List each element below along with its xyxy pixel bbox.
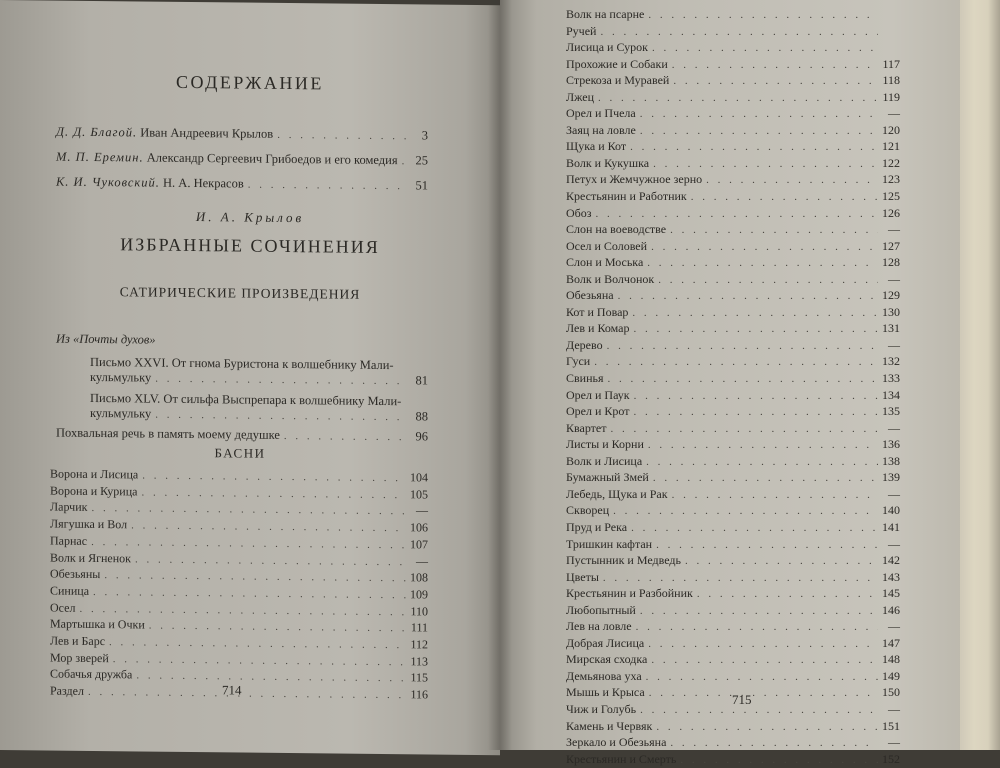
leader-dots <box>142 468 406 486</box>
fable-entry <box>566 7 900 24</box>
fable-page: 143 <box>882 569 900 584</box>
leader-dots <box>135 552 406 571</box>
fable-page: 150 <box>882 685 900 700</box>
praise-title: Похвальная речь в память моему дедушке <box>56 425 280 442</box>
intro-title: Иван Андреевич Крылов <box>140 125 274 141</box>
leader-dots <box>634 389 878 405</box>
left-page <box>0 0 500 755</box>
fable-title: Слон и Моська <box>566 255 644 270</box>
leader-dots <box>284 429 406 445</box>
leader-dots <box>141 485 406 503</box>
fable-entry <box>566 24 900 41</box>
fable-title: Ларчик <box>50 499 88 515</box>
fable-entry <box>566 57 900 74</box>
leader-dots <box>608 372 878 388</box>
fable-page: 118 <box>882 73 900 88</box>
letter-line-2: кульмульку <box>90 405 152 421</box>
fable-entry <box>566 354 900 371</box>
fable-page: 149 <box>882 668 900 683</box>
author-name: И. А. Крылов <box>195 209 305 226</box>
leader-dots <box>648 637 878 653</box>
fable-page: 113 <box>410 654 428 669</box>
fable-page: 126 <box>882 205 900 220</box>
fable-title: Лебедь, Щука и Рак <box>566 486 668 501</box>
fable-title: Слон на воеводстве <box>566 222 667 237</box>
fable-page: 132 <box>882 354 900 369</box>
fable-page: 136 <box>882 437 900 452</box>
fable-title: Орел и Крот <box>566 404 630 419</box>
fable-title: Волк и Кукушка <box>566 155 650 170</box>
fable-entry <box>566 735 900 752</box>
fable-page: 134 <box>882 387 900 402</box>
fable-page: 128 <box>882 255 900 270</box>
leader-dots <box>653 157 878 173</box>
leader-dots <box>613 504 878 520</box>
intro-author: М. П. Еремин. <box>56 149 144 165</box>
fable-page: 105 <box>410 486 428 502</box>
leader-dots <box>611 422 879 438</box>
fable-title: Крестьянин и Работник <box>566 189 687 204</box>
fable-page: — <box>888 106 900 121</box>
leader-dots <box>632 306 878 322</box>
fable-entry <box>566 40 900 57</box>
praise-entry <box>56 426 428 446</box>
fable-entry <box>566 752 900 768</box>
fable-title: Тришкин кафтан <box>566 536 653 551</box>
fable-entry <box>566 586 900 603</box>
fable-entry <box>566 719 900 736</box>
fable-page: 151 <box>882 718 900 733</box>
fable-page: 148 <box>882 652 900 667</box>
book-gutter <box>488 0 512 750</box>
fable-page: 140 <box>882 503 900 518</box>
leader-dots <box>670 736 878 752</box>
intro-entry <box>56 175 428 195</box>
leader-dots <box>88 685 406 704</box>
leader-dots <box>670 223 878 239</box>
fable-title: Гуси <box>566 354 591 369</box>
leader-dots <box>598 91 878 107</box>
fable-title: Лев и Барс <box>50 633 106 649</box>
fable-entry <box>566 503 900 520</box>
leader-dots <box>634 405 879 421</box>
fable-entry <box>566 470 900 487</box>
leader-dots <box>697 587 878 603</box>
fable-title: Лев на ловле <box>566 619 632 634</box>
fable-title: Цветы <box>566 569 599 584</box>
fable-entry <box>566 189 900 206</box>
fable-title: Дерево <box>566 337 603 352</box>
leader-dots <box>651 240 878 256</box>
leader-dots <box>649 686 878 702</box>
fable-title: Любопытный <box>566 602 636 617</box>
fable-entry <box>566 255 900 272</box>
leader-dots <box>691 190 878 206</box>
leader-dots <box>93 585 406 604</box>
leader-dots <box>647 256 878 272</box>
fable-page: — <box>416 503 428 518</box>
fable-entry <box>566 487 900 504</box>
intro-list <box>56 125 428 195</box>
fable-title: Ворона и Курица <box>50 483 138 499</box>
leader-dots <box>248 178 406 195</box>
leader-dots <box>155 372 406 390</box>
letter-page: 81 <box>415 373 428 388</box>
fable-entry <box>566 172 900 189</box>
fable-title: Бумажный Змей <box>566 470 649 485</box>
fable-page: 109 <box>410 587 428 602</box>
fable-title: Мышь и Крыса <box>566 685 645 700</box>
fable-title: Лисица и Сурок <box>566 40 649 55</box>
leader-dots <box>594 355 878 371</box>
fable-page: 106 <box>410 520 428 535</box>
leader-dots <box>109 635 406 654</box>
book-edge <box>960 0 1000 750</box>
fable-title: Листы и Корни <box>566 437 644 452</box>
fable-entry <box>566 421 900 438</box>
leader-dots <box>685 554 878 570</box>
leader-dots <box>673 74 878 90</box>
fable-page: 119 <box>882 89 900 104</box>
page-number-right: 715 <box>732 692 752 707</box>
fable-entry <box>566 90 900 107</box>
intro-page: 51 <box>415 178 428 193</box>
leader-dots <box>648 438 878 454</box>
leader-dots <box>706 173 878 189</box>
fable-page: 145 <box>882 586 900 601</box>
fable-page: 107 <box>410 537 428 552</box>
fable-title: Чиж и Голубь <box>566 701 637 716</box>
fable-title: Камень и Червяк <box>566 718 653 733</box>
praise-page: 96 <box>415 429 428 444</box>
fable-page: 121 <box>882 139 900 154</box>
fable-title: Прохожие и Собаки <box>566 56 668 71</box>
letter-line-1: Письмо XXVI. От гнома Буристона к волшебнику Мали- <box>90 354 394 373</box>
fables-list-right <box>566 7 900 768</box>
fable-title: Орел и Паук <box>566 387 630 402</box>
fable-page: 108 <box>410 570 428 585</box>
fable-page: — <box>888 619 900 634</box>
fable-page: 104 <box>410 470 428 485</box>
fables-list-left <box>50 467 428 705</box>
fable-page: 125 <box>882 189 900 204</box>
fable-entry <box>566 520 900 537</box>
intro-title: Александр Сергеевич Грибоедов и его комедия <box>146 150 398 168</box>
fable-title: Петух и Жемчужное зерно <box>566 172 703 187</box>
intro-author: К. И. Чуковский. <box>56 174 160 190</box>
fable-entry <box>566 305 900 322</box>
fable-page: 146 <box>882 602 900 617</box>
leader-dots <box>672 488 878 504</box>
fable-entry <box>566 123 900 140</box>
fable-title: Волк и Волчонок <box>566 271 655 286</box>
fable-entry <box>566 139 900 156</box>
fable-page: 120 <box>882 122 900 137</box>
leader-dots <box>91 535 406 554</box>
letter-page: 88 <box>415 409 428 424</box>
fable-title: Волк и Ягненок <box>50 550 132 565</box>
leader-dots <box>646 670 878 686</box>
fable-page: — <box>888 337 900 352</box>
leader-dots <box>658 273 878 289</box>
fable-title: Кот и Повар <box>566 304 629 319</box>
fable-page: 138 <box>882 453 900 468</box>
fable-page: 122 <box>882 155 900 170</box>
leader-dots <box>277 128 406 144</box>
fable-entry <box>566 404 900 421</box>
fable-entry <box>566 619 900 636</box>
fable-title: Пруд и Река <box>566 519 628 534</box>
leader-dots <box>640 124 878 140</box>
leader-dots <box>672 58 878 74</box>
leader-dots <box>648 8 878 24</box>
leader-dots <box>634 322 879 338</box>
fable-title: Мор зверей <box>50 650 109 665</box>
fable-page: — <box>888 735 900 750</box>
leader-dots <box>113 652 406 671</box>
leader-dots <box>104 568 406 587</box>
fable-title: Осел и Соловей <box>566 238 648 253</box>
fable-page: 110 <box>410 603 428 619</box>
leader-dots <box>646 455 878 471</box>
leader-dots <box>640 604 878 620</box>
fable-title: Ворона и Лисица <box>50 466 139 482</box>
leader-dots <box>652 41 878 57</box>
intro-author: Д. Д. Благой. <box>56 124 138 140</box>
fable-title: Стрекоза и Муравей <box>566 73 670 88</box>
letters-list <box>56 354 428 446</box>
fable-title: Ручей <box>566 23 597 38</box>
fable-title: Демьянова уха <box>566 668 642 683</box>
fable-entry <box>566 570 900 587</box>
contents-title: СОДЕРЖАНИЕ <box>176 71 324 94</box>
fable-page: 127 <box>882 238 900 253</box>
fable-entry <box>566 321 900 338</box>
fable-page: 116 <box>410 687 428 702</box>
fable-title: Щука и Кот <box>566 139 627 154</box>
fable-entry <box>566 222 900 239</box>
fable-entry <box>566 537 900 554</box>
fable-page: — <box>888 486 900 501</box>
leader-dots <box>91 501 406 520</box>
fable-title: Мартышка и Очки <box>50 616 145 632</box>
leader-dots <box>402 154 406 169</box>
fable-title: Мирская сходка <box>566 652 648 667</box>
fable-title: Раздел <box>50 683 84 699</box>
fable-page: 123 <box>882 172 900 187</box>
leader-dots <box>680 753 878 768</box>
fable-title: Заяц на ловле <box>566 122 636 137</box>
fable-page: 133 <box>882 371 900 386</box>
fable-title: Волк на псарне <box>566 7 645 21</box>
fable-page: — <box>888 222 900 237</box>
fable-title: Обоз <box>566 205 592 220</box>
leader-dots <box>640 107 878 123</box>
fable-entry <box>566 636 900 653</box>
fable-entry <box>566 371 900 388</box>
leader-dots <box>636 620 878 636</box>
from-mail-heading: Из «Почты духов» <box>56 331 156 347</box>
letter-entry <box>56 390 428 426</box>
fable-page: 130 <box>882 304 900 319</box>
fable-title: Синица <box>50 583 90 598</box>
leader-dots <box>653 471 878 487</box>
fable-page: — <box>888 701 900 716</box>
fable-title: Волк и Лисица <box>566 453 643 468</box>
leader-dots <box>656 538 878 554</box>
fable-title: Обезьяны <box>50 566 101 582</box>
fable-title: Лев и Комар <box>566 321 630 336</box>
fable-entry <box>566 388 900 405</box>
fable-entry <box>566 669 900 686</box>
page-number-left: 714 <box>222 682 242 698</box>
fable-title: Крестьянин и Разбойник <box>566 586 693 601</box>
fable-entry <box>566 454 900 471</box>
fable-entry <box>566 206 900 223</box>
fable-title: Пустынник и Медведь <box>566 553 681 568</box>
fable-title: Парнас <box>50 533 88 548</box>
intro-entry <box>56 125 428 145</box>
fable-title: Лягушка и Вол <box>50 516 128 532</box>
leader-dots <box>607 339 878 355</box>
leader-dots <box>631 521 878 537</box>
leader-dots <box>149 619 406 637</box>
fable-title: Обезьяна <box>566 288 614 303</box>
fable-page: — <box>888 271 900 286</box>
fable-entry <box>566 338 900 355</box>
fable-page: 117 <box>882 56 900 71</box>
fable-page: 112 <box>410 637 428 652</box>
fable-page: 115 <box>410 670 428 685</box>
fable-page: 129 <box>882 288 900 303</box>
fable-title: Свинья <box>566 371 604 386</box>
fable-page: 139 <box>882 470 900 485</box>
fables-heading: БАСНИ <box>214 445 266 461</box>
leader-dots <box>651 653 878 669</box>
leader-dots <box>656 720 878 736</box>
leader-dots <box>640 703 878 719</box>
leader-dots <box>596 207 878 223</box>
fable-entry <box>566 553 900 570</box>
intro-page: 25 <box>415 153 428 168</box>
fable-entry <box>566 603 900 620</box>
fable-entry <box>566 652 900 669</box>
fable-title: Скворец <box>566 503 610 518</box>
fable-title: Осел <box>50 600 76 615</box>
fable-page: 135 <box>882 404 900 419</box>
fable-page: — <box>416 553 428 568</box>
fable-title: Зеркало и Обезьяна <box>566 735 667 750</box>
fable-title: Лжец <box>566 89 595 104</box>
satire-title: САТИРИЧЕСКИЕ ПРОИЗВЕДЕНИЯ <box>119 284 361 302</box>
letter-line-1: Письмо XLV. От сильфа Выспрепара к волшебнику Мали- <box>90 390 402 409</box>
fable-page: 152 <box>882 751 900 766</box>
intro-page: 3 <box>421 128 428 143</box>
fable-page: 111 <box>410 620 428 635</box>
fable-entry <box>566 272 900 289</box>
leader-dots <box>131 518 406 537</box>
fable-page: 147 <box>882 635 900 650</box>
fable-entry <box>566 106 900 123</box>
leader-dots <box>136 669 406 688</box>
fable-page: 141 <box>882 519 900 534</box>
fable-entry <box>566 437 900 454</box>
letter-line-2: кульмульку <box>90 369 152 385</box>
fable-page: 131 <box>882 321 900 336</box>
works-title: ИЗБРАННЫЕ СОЧИНЕНИЯ <box>120 234 380 257</box>
fable-entry <box>566 288 900 305</box>
fable-page: — <box>888 536 900 551</box>
fable-entry <box>566 156 900 173</box>
fable-title: Собачья дружба <box>50 666 133 682</box>
fable-title: Квартет <box>566 420 607 435</box>
leader-dots <box>618 289 878 305</box>
leader-dots <box>603 571 878 587</box>
fable-page: — <box>888 420 900 435</box>
fable-entry <box>566 73 900 90</box>
fable-title: Крестьянин и Смерть <box>566 751 677 766</box>
intro-entry <box>56 150 428 170</box>
letter-entry <box>56 354 428 390</box>
leader-dots <box>630 140 878 156</box>
leader-dots <box>155 408 406 426</box>
fable-entry <box>566 239 900 256</box>
fable-title: Орел и Пчела <box>566 106 636 121</box>
fable-page: 142 <box>882 553 900 568</box>
intro-title: Н. А. Некрасов <box>163 175 244 191</box>
fable-title: Добрая Лисица <box>566 635 645 650</box>
leader-dots <box>600 25 878 41</box>
